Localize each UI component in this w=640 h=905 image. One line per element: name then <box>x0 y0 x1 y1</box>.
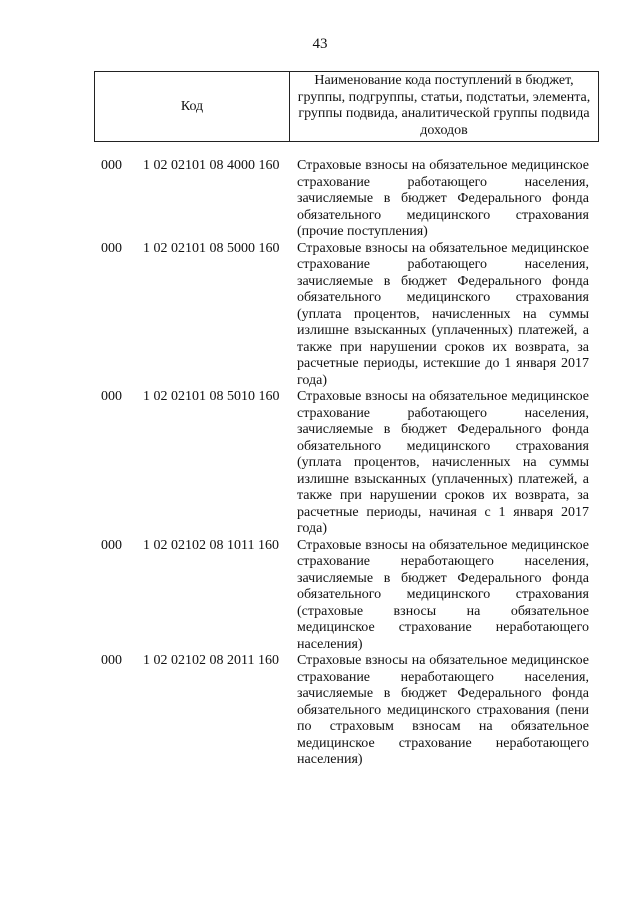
admin-code: 000 <box>101 158 122 173</box>
table-row <box>0 653 640 769</box>
table-row <box>0 538 640 654</box>
table-row <box>0 158 640 241</box>
income-code: 1 02 02102 08 2011 160 <box>143 653 279 668</box>
income-description: Страховые взносы на обязательное медицинское страхование неработающего населения, зачисляемые в бюджет Федерального фонда обязательного медицинского страхования (страховые взносы на обязательное медицинское страхование неработающего населения) <box>297 537 589 652</box>
admin-code: 000 <box>101 240 122 256</box>
entries-list <box>0 158 640 769</box>
header-code-label: Код <box>95 72 290 141</box>
income-description: Страховые взносы на обязательное медицинское страхование работающего населения, зачисляемые в бюджет Федерального фонда обязательного медицинского страхования (прочие поступления) <box>297 158 589 239</box>
income-code: 1 02 02101 08 4000 160 <box>143 158 280 173</box>
header-name-label: Наименование кода поступлений в бюджет, группы, подгруппы, статьи, подстатьи, элемента, группы подвида, аналитической группы подвида доходов <box>297 73 591 138</box>
table-row <box>0 389 640 538</box>
income-description: Страховые взносы на обязательное медицинское страхование работающего населения, зачисляемые в бюджет Федерального фонда обязательного медицинского страхования (уплата процентов, начисленных на суммы излишне взысканных (уплаченных) платежей, а также при нарушении сроков их возврата, за расчетные периоды, начиная с 1 января 2017 года) <box>297 389 589 536</box>
income-code: 1 02 02101 08 5000 160 <box>143 240 280 256</box>
table-header <box>94 71 599 142</box>
income-code: 1 02 02102 08 1011 160 <box>143 537 279 553</box>
admin-code: 000 <box>101 389 122 404</box>
income-description: Страховые взносы на обязательное медицинское страхование работающего населения, зачисляемые в бюджет Федерального фонда обязательного медицинского страхования (уплата процентов, начисленных на суммы излишне взысканных (уплаченных) платежей, а также при нарушении сроков их возврата, за расчетные периоды, истекшие до 1 января 2017 года) <box>297 240 589 388</box>
income-code: 1 02 02101 08 5010 160 <box>143 389 280 404</box>
table-row <box>0 241 640 390</box>
admin-code: 000 <box>101 537 122 553</box>
page-number: 43 <box>312 36 328 52</box>
income-description: Страховые взносы на обязательное медицинское страхование неработающего населения, зачисляемые в бюджет Федерального фонда обязательного медицинского страхования (пени по страховым взносам на обязательное медицинское страхование неработающего населения) <box>297 653 589 767</box>
admin-code: 000 <box>101 653 122 668</box>
